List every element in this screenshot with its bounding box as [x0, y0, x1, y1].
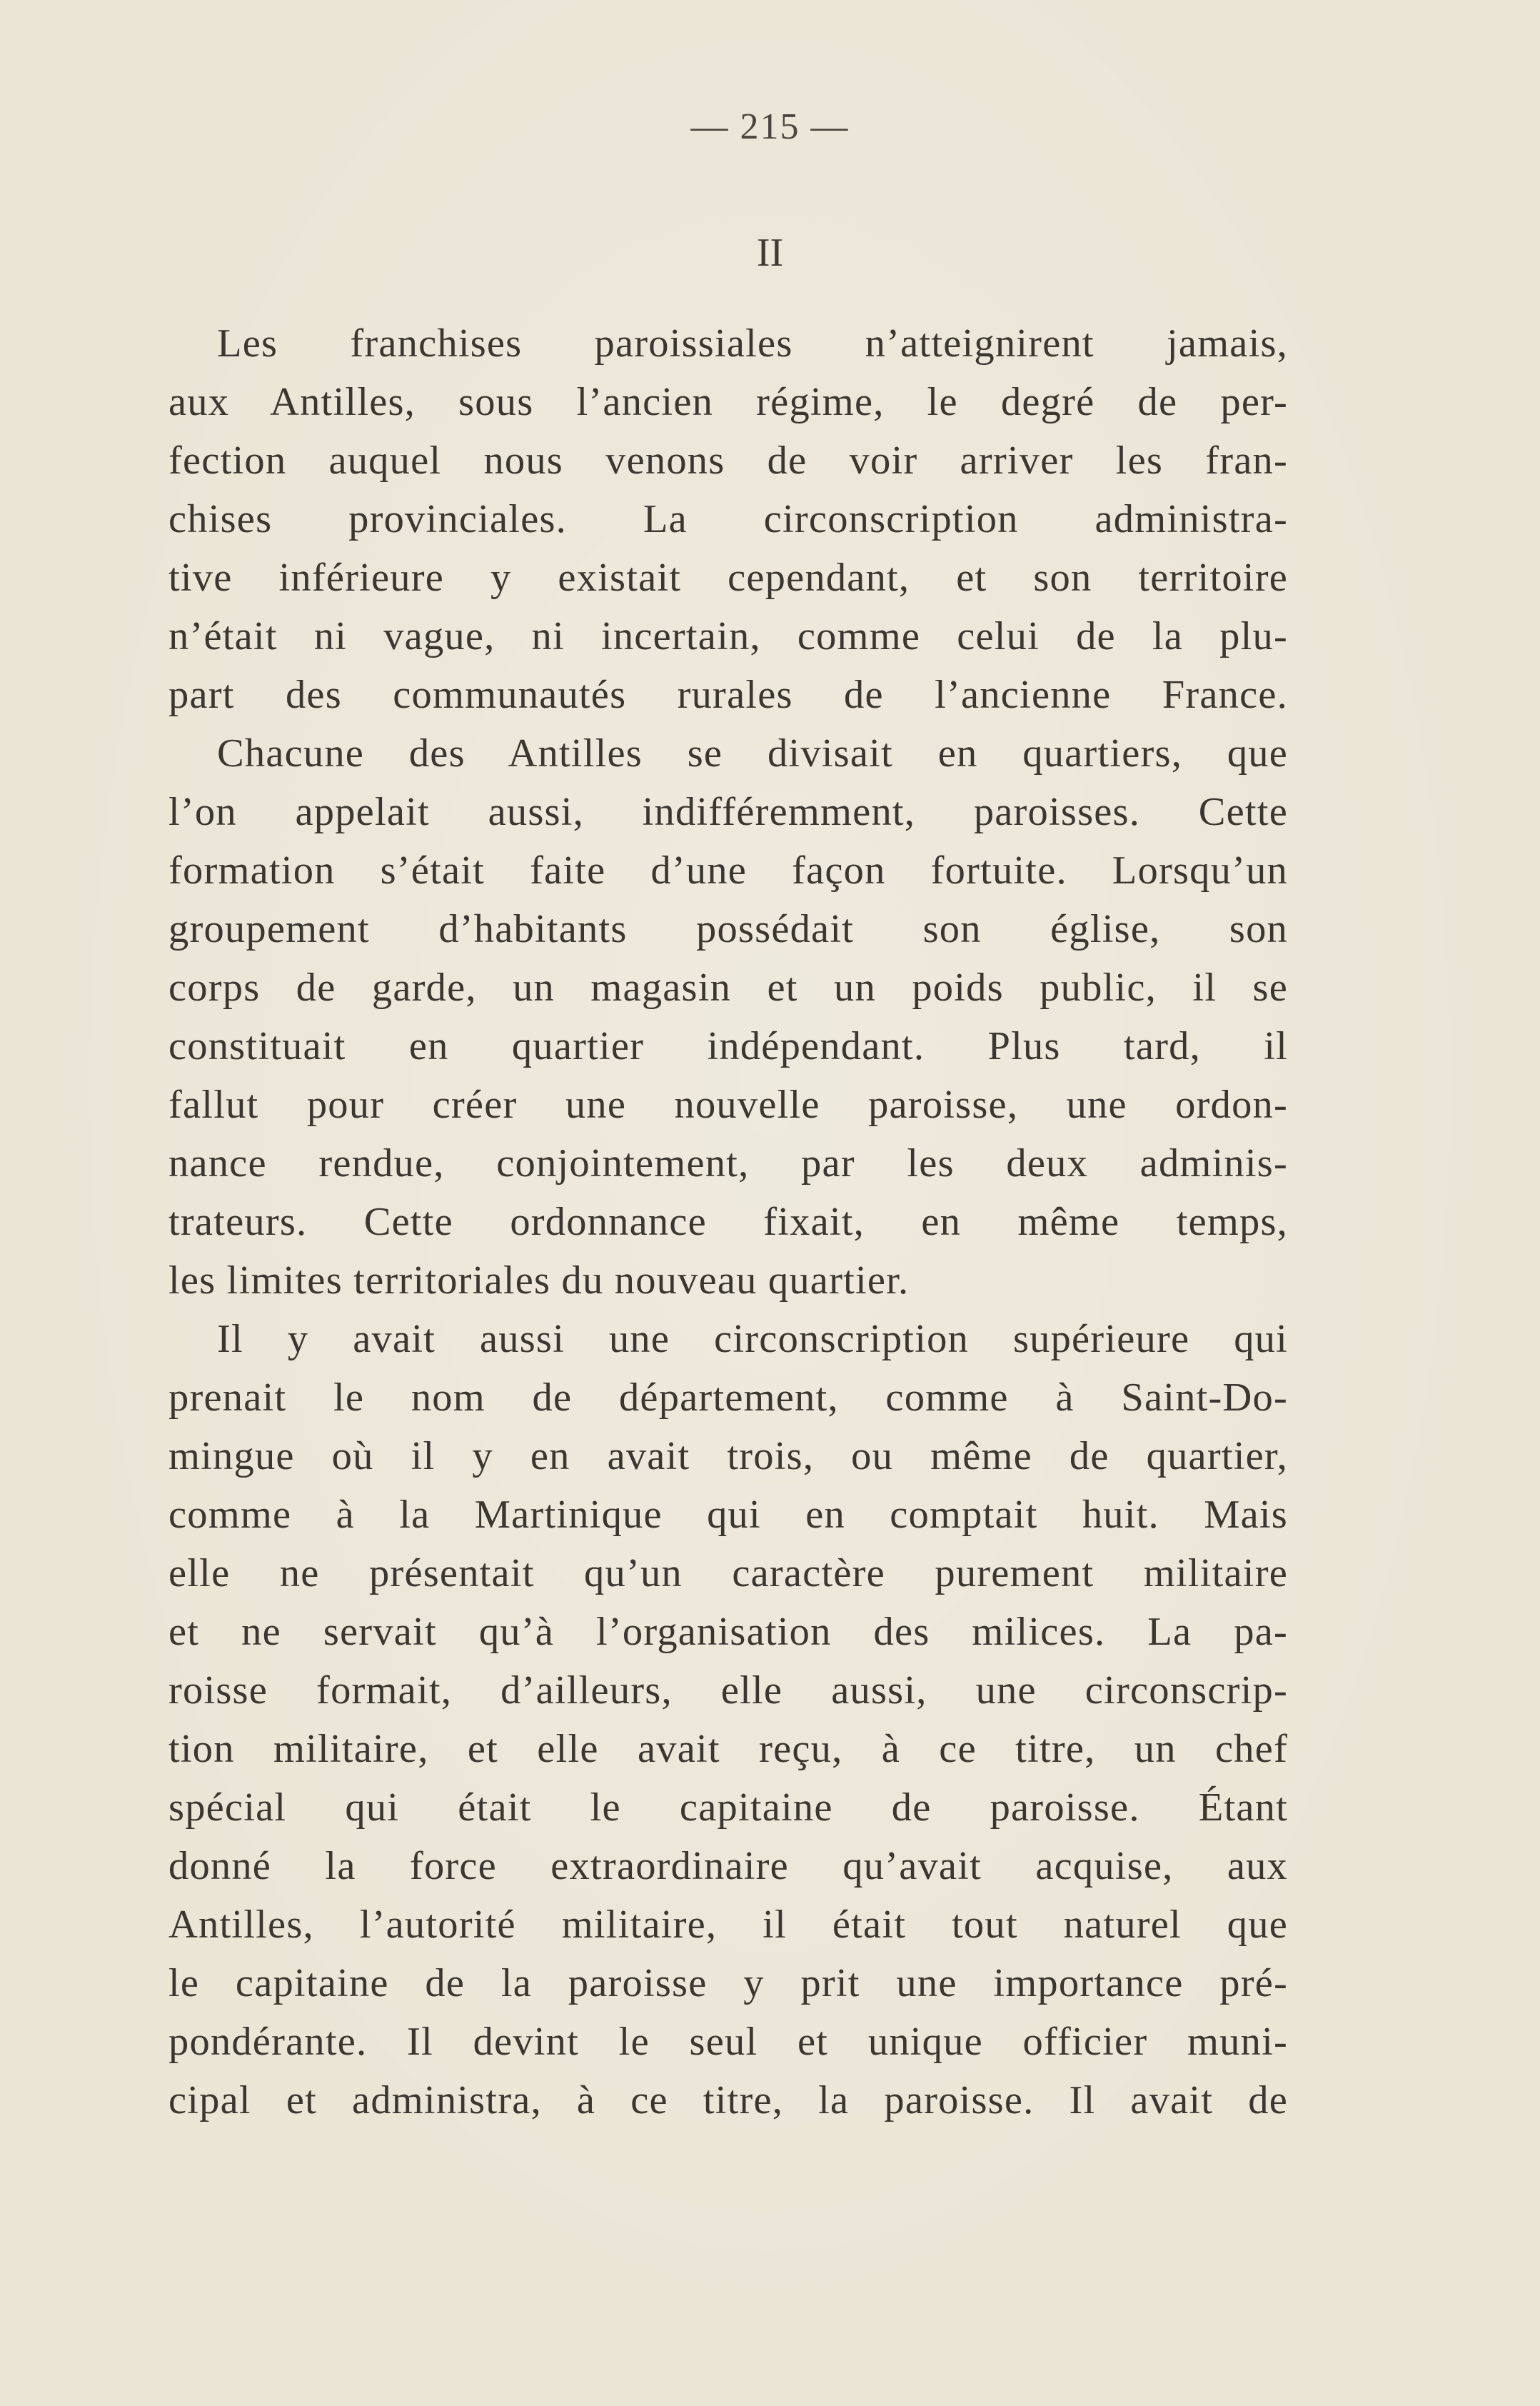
text-line: fection auquel nous venons de voir arriver les fran-: [168, 438, 1288, 483]
text-line: trateurs. Cette ordonnance fixait, en même temps,: [168, 1200, 1288, 1244]
body-text: [168, 314, 1288, 2130]
text-line: nance rendue, conjointement, par les deux adminis-: [168, 1141, 1288, 1186]
paragraph-3: [168, 1310, 1288, 2130]
text-line: formation s’était faite d’une façon fortuite. Lorsqu’un: [168, 848, 1288, 893]
text-line: spécial qui était le capitaine de paroisse. Étant: [168, 1785, 1288, 1830]
text-line: tion militaire, et elle avait reçu, à ce titre, un chef: [168, 1727, 1288, 1771]
text-line: fallut pour créer une nouvelle paroisse, une ordon-: [168, 1083, 1288, 1127]
text-line: groupement d’habitants possédait son église, son: [168, 907, 1288, 951]
text-line: pondérante. Il devint le seul et unique officier muni-: [168, 2020, 1288, 2064]
text-line: et ne servait qu’à l’organisation des milices. La pa-: [168, 1610, 1288, 1654]
text-line: n’était ni vague, ni incertain, comme celui de la plu-: [168, 614, 1288, 658]
page-number: — 215 —: [690, 106, 850, 147]
text-line: Chacune des Antilles se divisait en quartiers, que: [217, 731, 1288, 776]
section-heading: II: [756, 231, 784, 275]
text-line: prenait le nom de département, comme à Saint-Do-: [168, 1375, 1288, 1420]
text-line: donné la force extraordinaire qu’avait acquise, aux: [168, 1844, 1288, 1888]
text-line: mingue où il y en avait trois, ou même de quartier,: [168, 1434, 1288, 1478]
text-line: le capitaine de la paroisse y prit une importance pré-: [168, 1961, 1288, 2005]
text-line: Il y avait aussi une circonscription supérieure qui: [217, 1317, 1288, 1361]
paragraph-1: [168, 314, 1288, 724]
text-line: cipal et administra, à ce titre, la paroisse. Il avait de: [168, 2078, 1288, 2122]
text-line: part des communautés rurales de l’ancienne France.: [168, 673, 1288, 717]
text-line: Les franchises paroissiales n’atteignirent jamais,: [217, 321, 1288, 366]
text-line: aux Antilles, sous l’ancien régime, le degré de per-: [168, 380, 1288, 424]
text-line: tive inférieure y existait cependant, et son territoire: [168, 556, 1288, 600]
text-line: l’on appelait aussi, indifféremment, paroisses. Cette: [168, 790, 1288, 834]
text-line: corps de garde, un magasin et un poids public, il se: [168, 966, 1288, 1010]
text-line: les limites territoriales du nouveau quartier.: [168, 1258, 910, 1303]
text-line: comme à la Martinique qui en comptait huit. Mais: [168, 1493, 1288, 1537]
text-line: Antilles, l’autorité militaire, il était tout naturel que: [168, 1903, 1288, 1947]
text-line: constituait en quartier indépendant. Plus tard, il: [168, 1024, 1288, 1068]
text-line: chises provinciales. La circonscription administra-: [168, 497, 1288, 541]
text-line: roisse formait, d’ailleurs, elle aussi, une circonscrip-: [168, 1668, 1288, 1713]
paragraph-2: [168, 724, 1288, 1310]
text-line: elle ne présentait qu’un caractère purement militaire: [168, 1551, 1288, 1595]
